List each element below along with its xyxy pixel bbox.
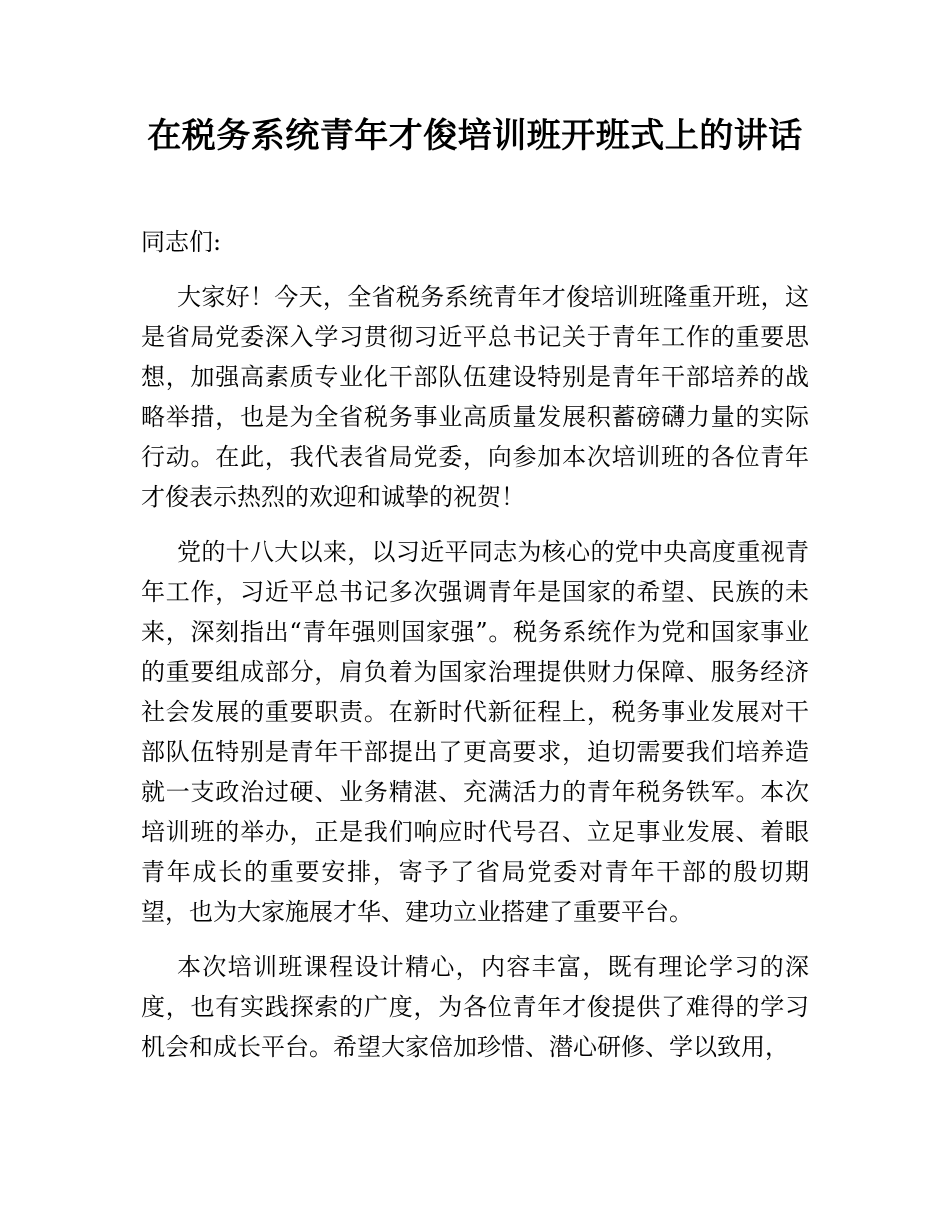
document-title: 在税务系统青年才俊培训班开班式上的讲话	[147, 116, 803, 156]
paragraph: 党的十八大以来，以习近平同志为核心的党中央高度重视青年工作，习近平总书记多次强调青年是国家的希望、民族的未来，深刻指出“青年强则国家强”。税务系统作为党和国家事业的重要组成部分，肩负着为国家治理提供财力保障、服务经济社会发展的重要职责。在新时代新征程上，税务事业发展对干部队伍特别是青年干部提出了更高要求，迫切需要我们培养造就一支政治过硬、业务精湛、充满活力的青年税务铁军。本次培训班的举办，正是我们响应时代号召、立足事业发展、着眼青年成长的重要安排，寄予了省局党委对青年干部的殷切期望，也为大家施展才华、建功立业搭建了重要平台。	[141, 538, 809, 926]
document-body	[141, 222, 809, 1082]
paragraph: 本次培训班课程设计精心，内容丰富，既有理论学习的深度，也有实践探索的广度，为各位青年才俊提供了难得的学习机会和成长平台。希望大家倍加珍惜、潜心研修、学以致用，	[141, 953, 809, 1061]
salutation: 同志们:	[141, 228, 222, 256]
paragraph: 大家好！今天，全省税务系统青年才俊培训班隆重开班，这是省局党委深入学习贯彻习近平总书记关于青年工作的重要思想，加强高素质专业化干部队伍建设特别是青年干部培养的战略举措，也是为全省税务事业高质量发展积蓄磅礴力量的实际行动。在此，我代表省局党委，向参加本次培训班的各位青年才俊表示热烈的欢迎和诚挚的祝贺！	[141, 283, 809, 511]
